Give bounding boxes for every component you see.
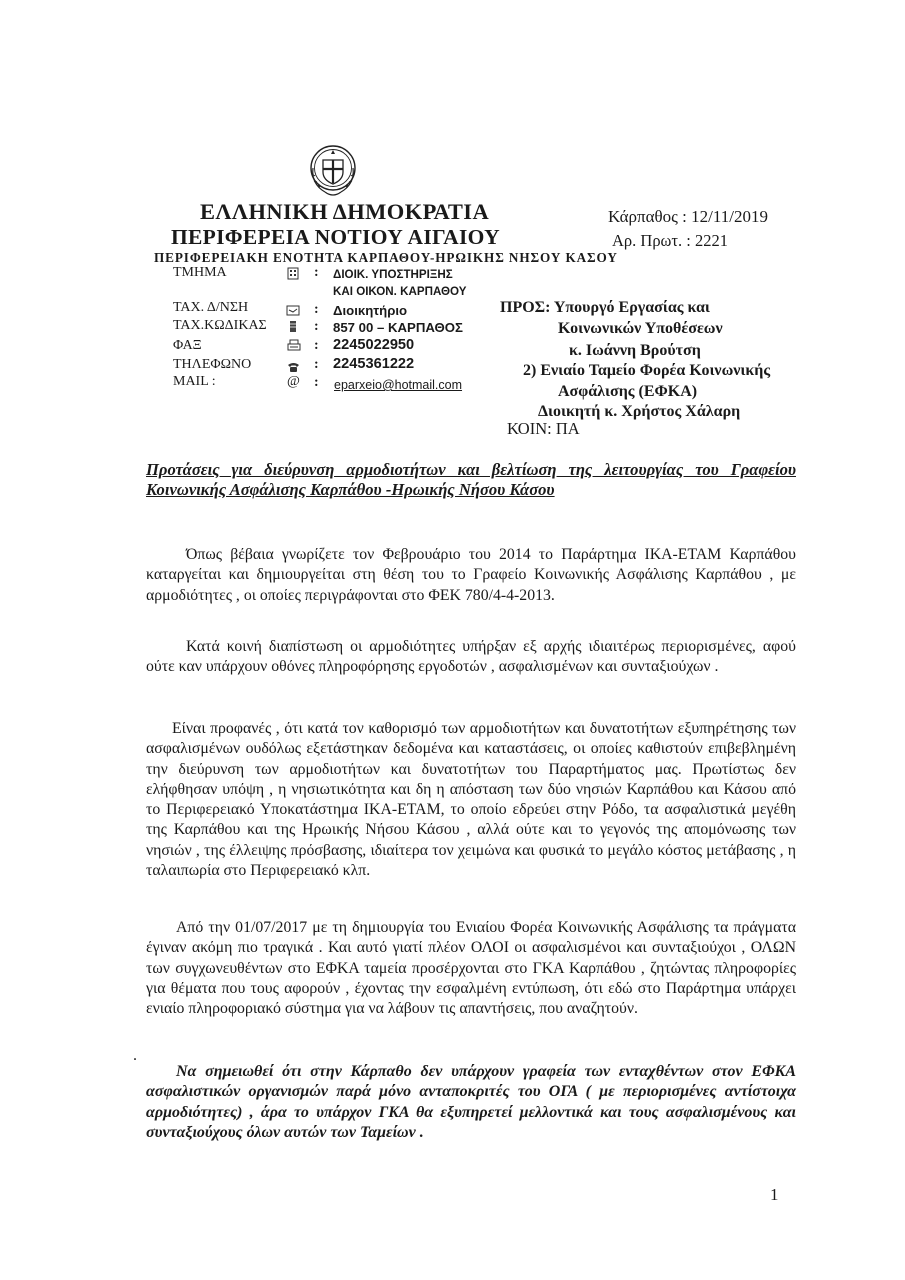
mail-value[interactable]: eparxeio@hotmail.com	[334, 378, 463, 392]
document-date: Κάρπαθος : 12/11/2019	[608, 207, 768, 226]
recipient-line-5: Ασφάλισης (ΕΦΚΑ)	[558, 383, 698, 400]
mail-label: MAIL :	[173, 374, 216, 389]
phone-label: ΤΗΛΕΦΩΝΟ	[173, 357, 252, 372]
dept-colon: :	[314, 265, 319, 280]
republic-title: ΕΛΛΗΝΙΚΗ ΔΗΜΟΚΡΑΤΙΑ	[200, 199, 490, 224]
postcode-label: ΤΑΧ.ΚΩΔΙΚΑΣ	[173, 318, 267, 333]
greek-emblem-icon	[305, 138, 361, 200]
fax-colon: :	[314, 338, 319, 353]
address-value: Διοικητήριο	[333, 303, 408, 318]
paragraph-5: Να σημειωθεί ότι στην Κάρπαθο δεν υπάρχουν γραφεία των ενταχθέντων στον ΕΦΚΑ ασφαλιστικών οργανισμών παρά μόνο ανταποκριτές του ΟΓΑ ( με περιορισμένες αντίστοιχα αρμοδιότητες) , άρα το υπάρχον ΓΚΑ θα εξυπηρετεί μελλοντικά και τους ασφαλισμένους και συνταξιούχους όλων αυτών των Ταμείων .	[146, 1063, 796, 1141]
paragraph-4: Από την 01/07/2017 με τη δημιουργία του Ενιαίου Φορέα Κοινωνικής Ασφάλισης τα πράγματα έγιναν ακόμη πιο τραγικά . Και αυτό γιατί πλέον ΟΛΟΙ οι ασφαλισμένοι και συνταξιούχοι , ΟΛΩΝ των συγχωνευθέντων στο ΕΦΚΑ ταμεία προσέρχονται στο ΓΚΑ Καρπάθου , ζητώντας πληροφορίες για θέματα που τους αφορούν , έχοντας την εσφαλμένη εντύπωση, ότι εδώ στο Παράρτημα υπάρχει ενιαίο πληροφοριακό σύστημα για να λάβουν τις απαντήσεις, που αναζητούν.	[146, 919, 796, 1018]
address-colon: :	[314, 302, 319, 317]
address-label: ΤΑΧ. Δ/ΝΣΗ	[173, 300, 249, 315]
dept-value-2: ΚΑΙ ΟΙΚΟΝ. ΚΑΡΠΑΘΟΥ	[333, 285, 467, 298]
mail-colon: :	[314, 375, 319, 390]
dept-value-1: ΔΙΟΙΚ. ΥΠΟΣΤΗΡΙΞΗΣ	[333, 268, 453, 281]
protocol-number: Αρ. Πρωτ. : 2221	[612, 231, 728, 250]
recipient-line-6: Διοικητή κ. Χρήστος Χάλαρη	[538, 403, 741, 420]
fax-icon	[287, 339, 301, 357]
region-title: ΠΕΡΙΦΕΡΕΙΑ ΝΟΤΙΟΥ ΑΙΓΑΙΟΥ	[171, 225, 500, 249]
building-icon	[287, 267, 299, 285]
recipient-line-1: ΠΡΟΣ: Υπουργό Εργασίας και	[500, 299, 710, 316]
fax-label: ΦΑΞ	[173, 338, 202, 353]
at-sign-icon: @	[287, 374, 300, 389]
regional-unit-title: ΠΕΡΙΦΕΡΕΙΑΚΗ ΕΝΟΤΗΤΑ ΚΑΡΠΑΘΟΥ-ΗΡΩΙΚΗΣ ΝΗΣΟΥ ΚΑΣΟΥ	[154, 250, 618, 265]
recipient-line-2: Κοινωνικών Υποθέσεων	[558, 320, 723, 337]
paragraph-2: Κατά κοινή διαπίστωση οι αρμοδιότητες υπήρξαν εξ αρχής ιδιαιτέρως περιορισμένες, αφού ούτε καν υπάρχουν οθόνες πληροφόρησης εργοδοτών , ασφαλισμένων και συνταξιούχων .	[146, 638, 796, 676]
dept-label: ΤΜΗΜΑ	[173, 265, 227, 280]
subject-line-2: Κοινωνικής Ασφάλισης Καρπάθου -Ηρωικής Νήσου Κάσου	[146, 480, 555, 499]
fax-value: 2245022950	[333, 337, 415, 353]
paragraph-3: Είναι προφανές , ότι κατά τον καθορισμό των αρμοδιοτήτων και δυνατοτήτων εξυπηρέτησης των ασφαλισμένων ουδόλως εξετάστηκαν δεδομένα και καταστάσεις, οι οποίες καθιστούν επιβεβλημένη την διεύρυνση των αρμοδιοτήτων και δυνατοτήτων του Παραρτήματος μας. Πρωτίστως δεν ελήφθησαν υπόψη , η νησιωτικότητα και δη η απόσταση των δύο νησιών Καρπάθου και Κάσου από το Περιφερειακό Υποκατάστημα ΙΚΑ-ΕΤΑΜ, το οποίο εδρεύει στην Ρόδο, τα ασφαλιστικά μεγέθη της Καρπάθου και της Ηρωικής Νήσου Κάσου , αλλά ούτε και το γεγονός της απομόνωσης των νησιών , της έλλειψης πρόσβασης, ιδιαίτερα τον χειμώνα και φυσικά το μεγάλο κόστος μετάβασης , η ταλαιπωρία στο Περιφερειακό κλπ.	[146, 720, 796, 880]
paragraph-1: Όπως βέβαια γνωρίζετε τον Φεβρουάριο του 2014 το Παράρτημα ΙΚΑ-ΕΤΑΜ Καρπάθου καταργείται και δημιουργείται στη θέση του το Γραφείο Κοινωνικής Ασφάλισης Καρπάθου , με αρμοδιότητες , οι οποίες περιγράφονται στο ΦΕΚ 780/4-4-2013.	[146, 546, 796, 604]
subject-line-1: Προτάσεις για διεύρυνση αρμοδιοτήτων και βελτίωση της λειτουργίας του Γραφείου	[146, 460, 796, 479]
mailbox-icon	[286, 303, 300, 321]
subject	[146, 460, 796, 500]
cc-line: ΚΟΙΝ: ΠΑ	[507, 419, 580, 438]
phone-value: 2245361222	[333, 356, 415, 372]
recipient-line-4: 2) Ενιαίο Ταμείο Φορέα Κοινωνικής	[523, 362, 771, 379]
postcode-value: 857 00 – ΚΑΡΠΑΘΟΣ	[333, 320, 463, 335]
bullet-dot: .	[133, 1047, 137, 1064]
page-number: 1	[770, 1185, 779, 1204]
recipient-line-3: κ. Ιωάννη Βρούτση	[569, 342, 701, 359]
postcode-colon: :	[314, 319, 319, 334]
postcode-icon	[289, 320, 297, 338]
phone-colon: :	[314, 357, 319, 372]
